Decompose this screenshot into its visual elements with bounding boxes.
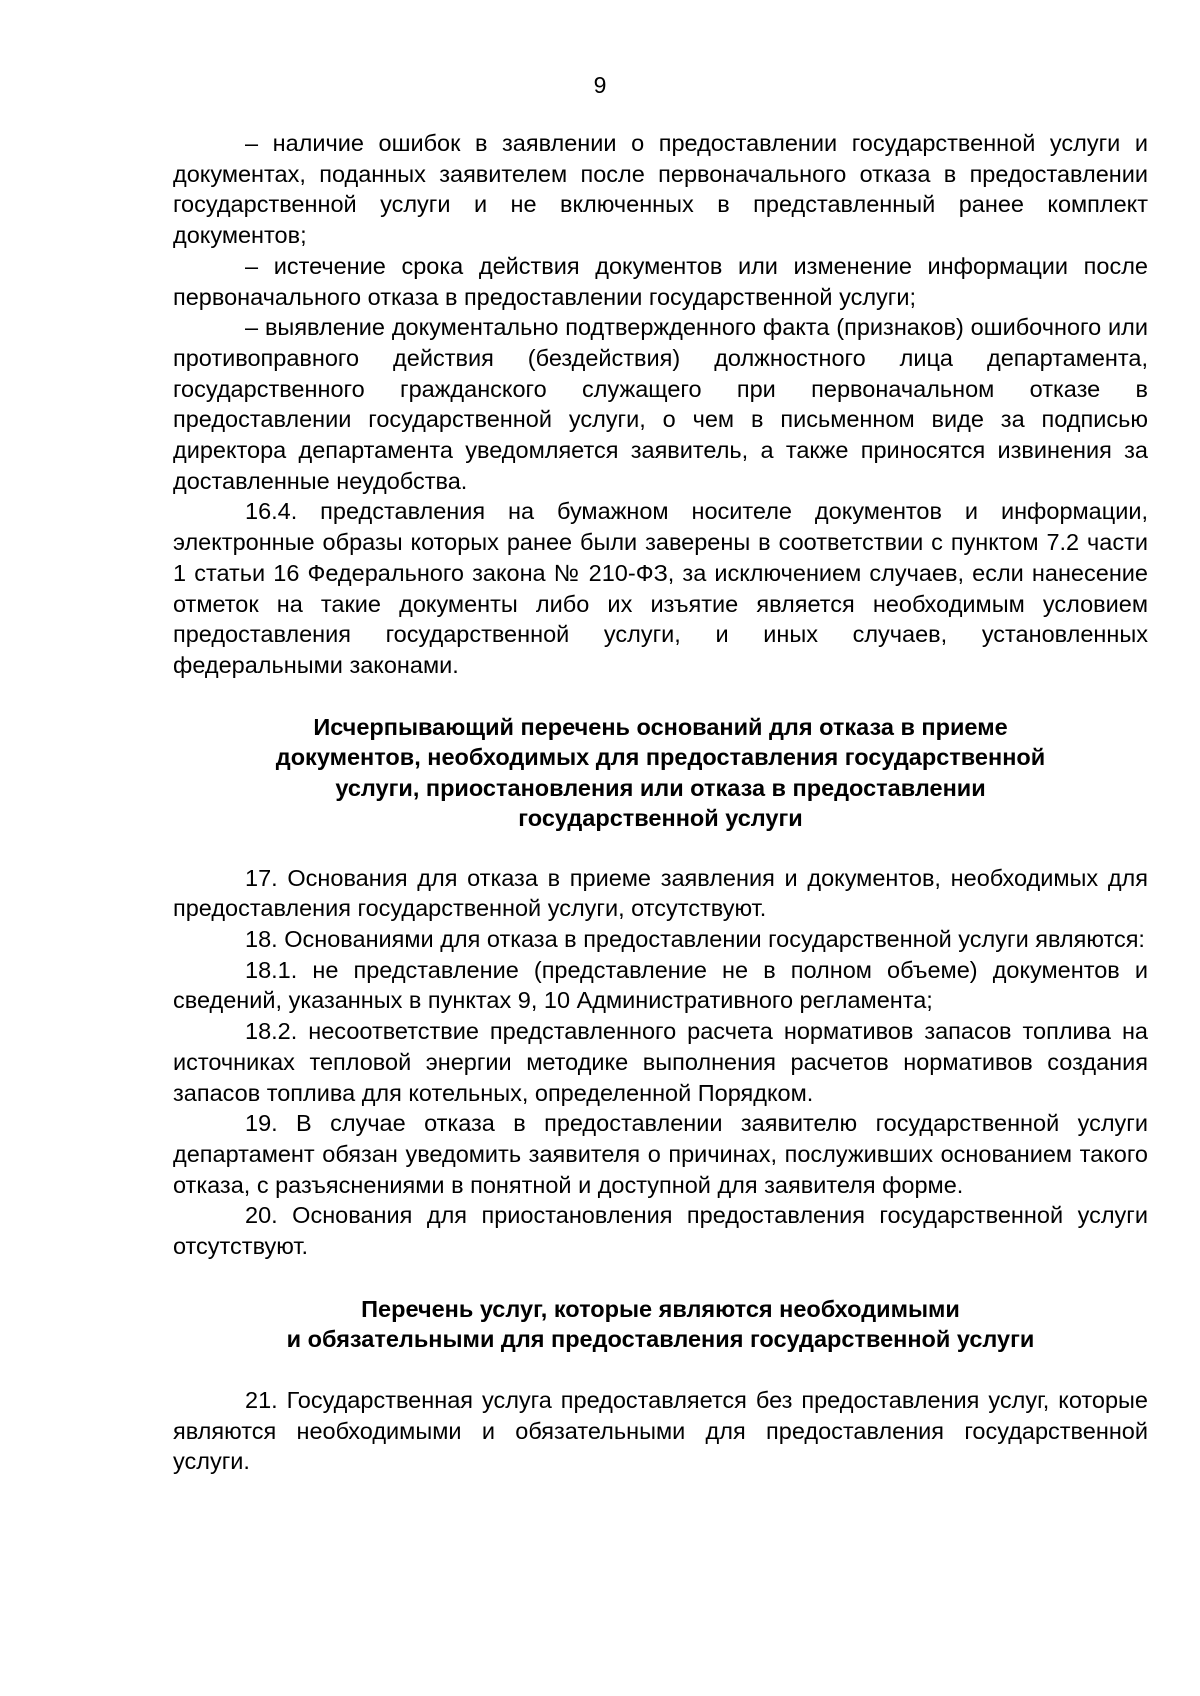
heading-line: Исчерпывающий перечень оснований для отказа в приеме: [313, 713, 1008, 740]
paragraph-refusal-misconduct: – выявление документально подтвержденного факта (признаков) ошибочного или противоправного действия (бездействия) должностного лица департамента, государственного гражданского служащего при первоначальном отказе в предоставлении государственной услуги, о чем в письменном виде за подписью директора департамента уведомляется заявитель, а также приносятся извинения за доставленные неудобства.: [173, 314, 1148, 494]
paragraph-18-2: 18.2. несоответствие представленного расчета нормативов запасов топлива на источниках тепловой энергии методике выполнения расчетов нормативов создания запасов топлива для котельных, определенной Порядком.: [173, 1018, 1148, 1106]
document-body: [173, 128, 1148, 1477]
heading-line: документов, необходимых для предоставления государственной: [275, 744, 1046, 771]
paragraph-19: 19. В случае отказа в предоставлении заявителю государственной услуги департамент обязан уведомить заявителя о причинах, послуживших основанием такого отказа, с разъяснениями в понятной и доступной для заявителя форме.: [173, 1110, 1148, 1198]
heading-line: и обязательными для предоставления государственной услуги: [286, 1326, 1035, 1353]
paragraph-refusal-errors: – наличие ошибок в заявлении о предоставлении государственной услуги и документах, поданных заявителем после первоначального отказа в предоставлении государственной услуги и не включенных в представленный ранее комплект документов;: [173, 130, 1148, 249]
heading-line: услуги, приостановления или отказа в предоставлении: [335, 774, 986, 801]
paragraph-21: 21. Государственная услуга предоставляется без предоставления услуг, которые являются необходимыми и обязательными для предоставления государственной услуги.: [173, 1386, 1148, 1475]
paragraph-17: 17. Основания для отказа в приеме заявления и документов, необходимых для предоставления государственной услуги, отсутствуют.: [173, 864, 1148, 922]
paragraph-20: 20. Основания для приостановления предоставления государственной услуги отсутствуют.: [173, 1202, 1148, 1260]
page-number: 9: [593, 72, 607, 98]
section-heading-required-services: [173, 1294, 1148, 1355]
paragraph-refusal-expiry: – истечение срока действия документов или изменение информации после первоначального отказа в предоставлении государственной услуги;: [173, 252, 1148, 310]
heading-line: Перечень услуг, которые являются необходимыми: [361, 1295, 960, 1322]
section-heading-refusal-grounds: [173, 712, 1148, 834]
paragraph-16-4: 16.4. представления на бумажном носителе документов и информации, электронные образы которых ранее были заверены в соответствии с пунктом 7.2 части 1 статьи 16 Федерального закона № 210-ФЗ, за исключением случаев, если нанесение отметок на такие документы либо их изъятие является необходимым условием предоставления государственной услуги, и иных случаев, установленных федеральными законами.: [173, 498, 1148, 678]
paragraph-18-1: 18.1. не представление (представление не в полном объеме) документов и сведений, указанных в пунктах 9, 10 Административного регламента;: [173, 956, 1148, 1014]
heading-line: государственной услуги: [518, 805, 803, 832]
paragraph-18: 18. Основаниями для отказа в предоставлении государственной услуги являются:: [245, 926, 1145, 953]
